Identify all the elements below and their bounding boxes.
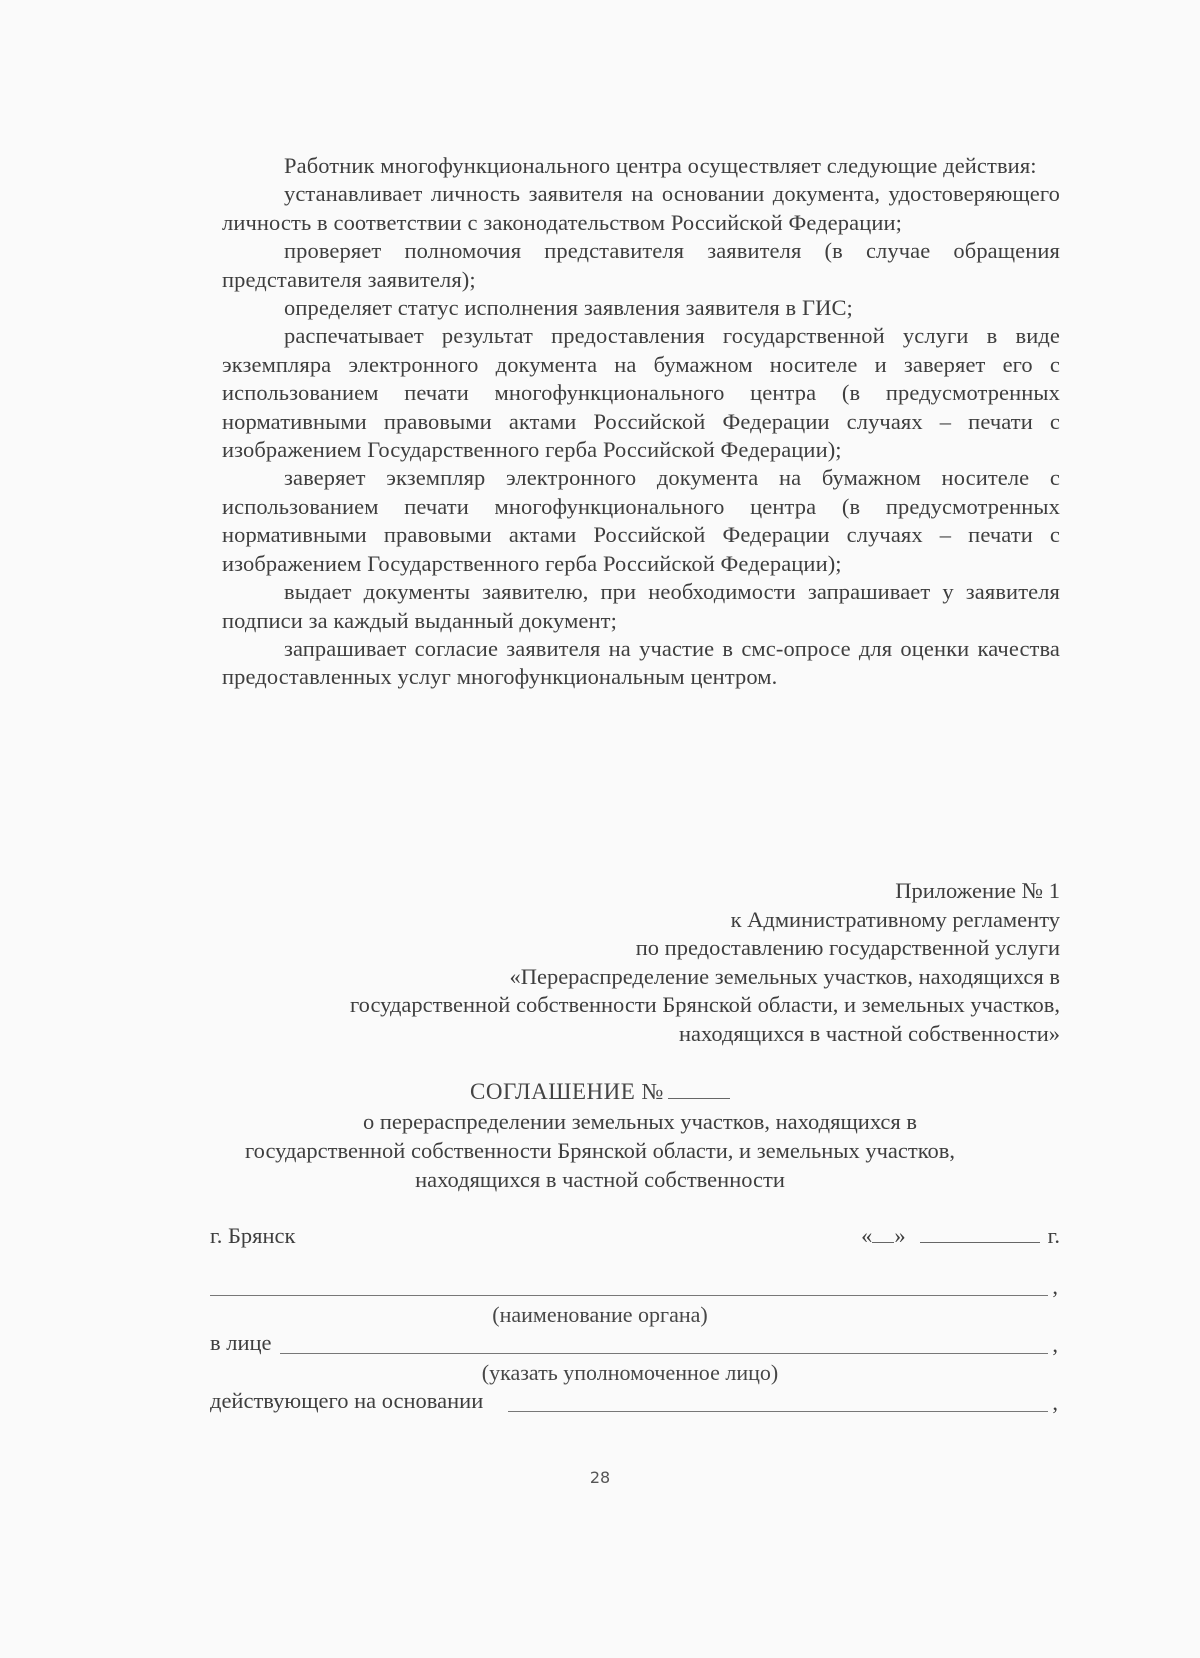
year-suffix: г.: [1047, 1223, 1060, 1248]
appendix-line: государственной собственности Брянской области, и земельных участков,: [349, 992, 1060, 1018]
agreement-subtitle-line: находящихся в частной собственности: [415, 1166, 785, 1192]
appendix-line: «Перераспределение земельных участков, находящихся в: [509, 963, 1060, 989]
person-line-row: [210, 1328, 1060, 1358]
agreement-subtitle: [0, 1108, 1200, 1194]
organ-blank-line: [210, 1295, 1048, 1296]
day-blank: [872, 1224, 894, 1243]
comma: ,: [1052, 1390, 1058, 1415]
organ-line-row: [210, 1270, 1060, 1300]
organ-caption: (наименование органа): [492, 1302, 708, 1327]
city-date-row: [210, 1223, 1060, 1253]
city-label: г. Брянск: [210, 1223, 296, 1248]
page-number: 28: [589, 1468, 611, 1487]
date-field: [861, 1223, 1060, 1249]
comma: ,: [1052, 1274, 1058, 1299]
basis-blank-line: [508, 1411, 1048, 1412]
appendix-line: находящихся в частной собственности»: [678, 1020, 1060, 1046]
paragraph-certify: заверяет экземпляр электронного документа на бумажном носителе с использованием печати многофункционального центра (в предусмотренных нормативными правовыми актами Российской Федерации случаях – печати с изображением Государственного герба Российской Федерации);: [222, 465, 1060, 576]
date-open-quote: «: [861, 1223, 873, 1248]
paragraph-intro: Работник многофункционального центра осуществляет следующие действия:: [284, 153, 1037, 178]
agreement-subtitle-line: государственной собственности Брянской области, и земельных участков,: [244, 1137, 955, 1163]
paragraph-survey: запрашивает согласие заявителя на участие в смс-опросе для оценки качества предоставленных услуг многофункциональным центром.: [222, 635, 1060, 690]
appendix-line: по предоставлению государственной услуги: [635, 935, 1060, 961]
agreement-title: [0, 1078, 1200, 1106]
appendix-block: [160, 877, 1060, 1049]
basis-line-row: [210, 1386, 1060, 1416]
date-close-quote: »: [894, 1223, 906, 1248]
paragraph-authority: проверяет полномочия представителя заявителя (в случае обращения представителя заявителя);: [222, 238, 1060, 292]
agreement-number-blank: [668, 1080, 730, 1099]
paragraph-identity: устанавливает личность заявителя на основании документа, удостоверяющего личность в соответствии с законодательством Российской Федерации;: [222, 181, 1060, 235]
body-text: [222, 152, 1060, 692]
person-blank-line: [280, 1353, 1048, 1354]
paragraph-status: определяет статус исполнения заявления заявителя в ГИС;: [284, 295, 853, 321]
paragraph-issue: выдает документы заявителю, при необходимости запрашивает у заявителя подписи за каждый выданный документ;: [222, 579, 1060, 633]
appendix-number: Приложение № 1: [895, 878, 1060, 903]
month-year-blank: [920, 1224, 1040, 1243]
basis-label: действующего на основании: [210, 1388, 484, 1413]
paragraph-print: распечатывает результат предоставления государственной услуги в виде экземпляра электронного документа на бумажном носителе и заверяет его с использованием печати многофункционального центра (в предусмотренных нормативными правовыми актами Российской Федерации случаях – печати с изображением Государственного герба Российской Федерации);: [222, 323, 1060, 463]
comma: ,: [1052, 1332, 1058, 1357]
appendix-line: к Административному регламенту: [730, 906, 1060, 932]
agreement-subtitle-line: о перераспределении земельных участков, находящихся в: [362, 1109, 918, 1134]
person-label: в лице: [210, 1330, 272, 1355]
person-caption: (указать уполномоченное лицо): [481, 1360, 779, 1385]
agreement-title-text: СОГЛАШЕНИЕ №: [470, 1079, 664, 1104]
